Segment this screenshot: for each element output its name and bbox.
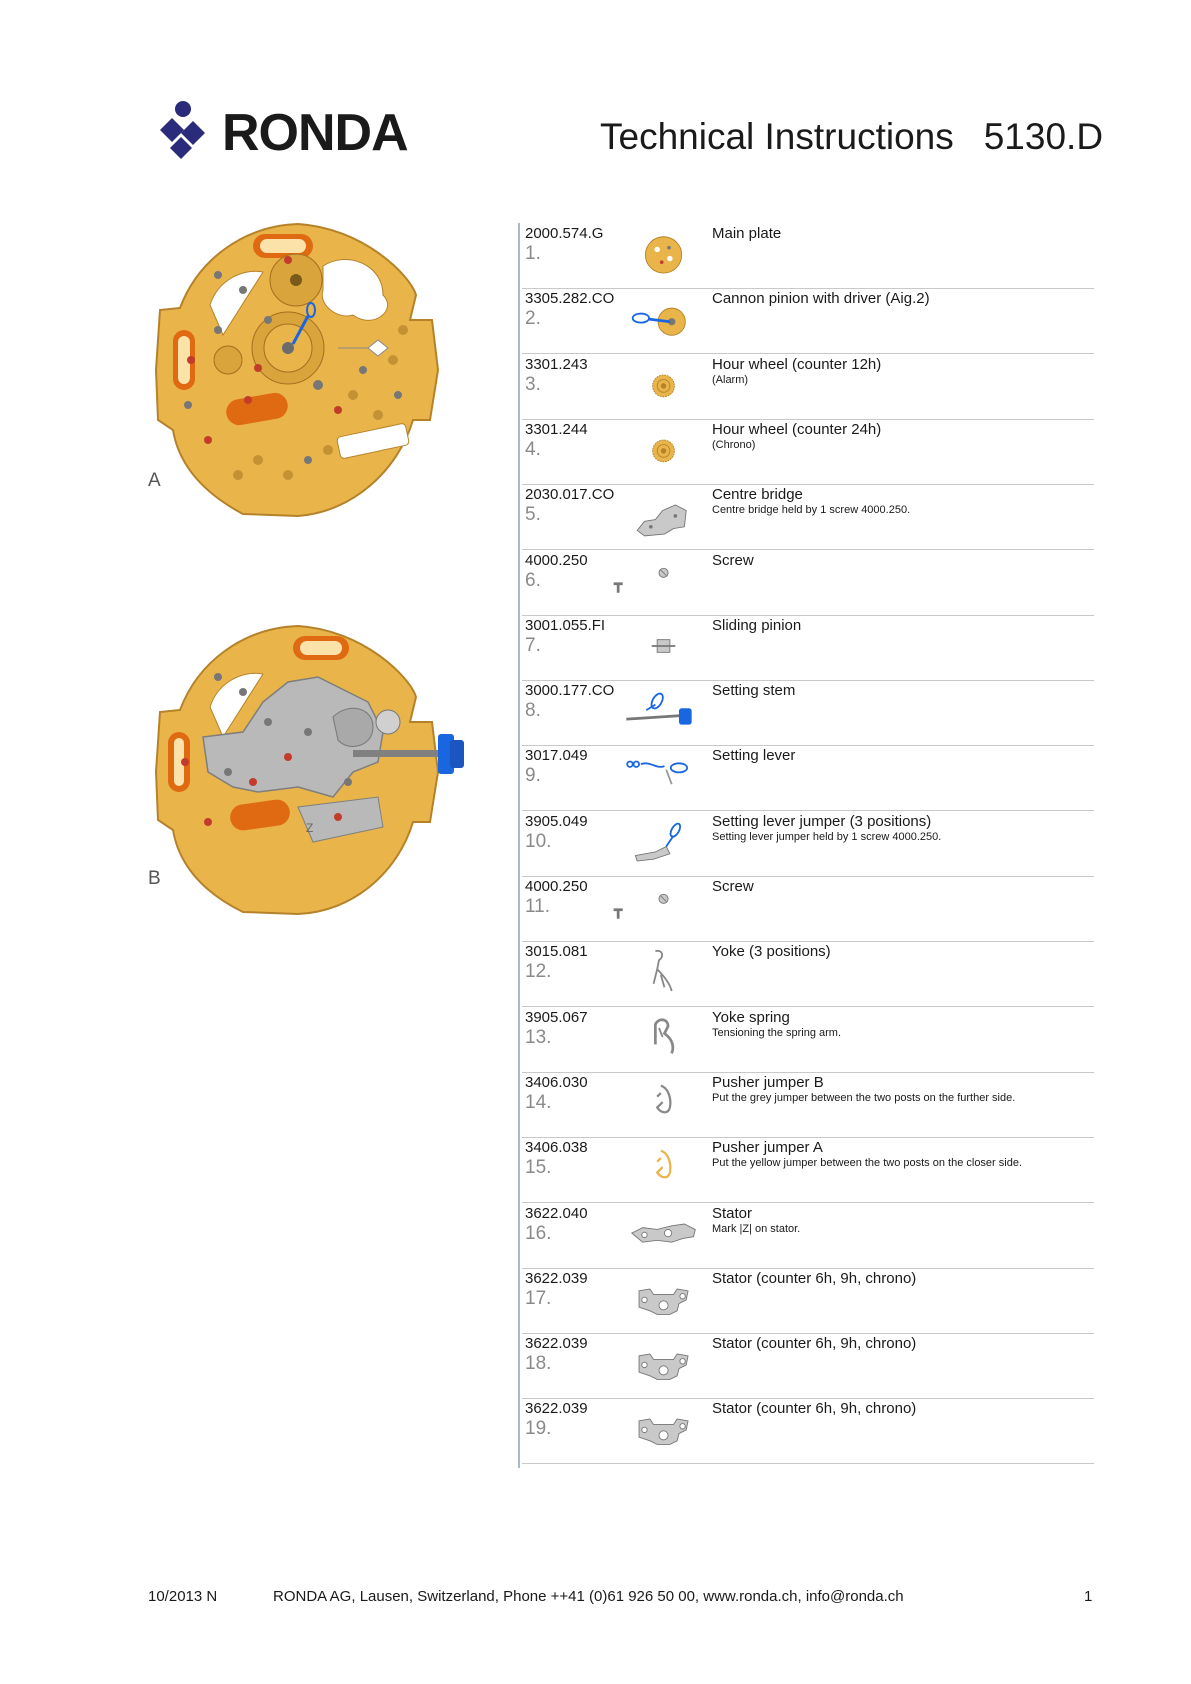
part-name: Centre bridge	[712, 486, 803, 504]
part-number: 18.	[525, 1353, 552, 1375]
part-code: 2000.574.G	[525, 225, 604, 242]
part-note: (Chrono)	[712, 438, 756, 451]
part-note: Tensioning the spring arm.	[712, 1026, 842, 1039]
part-name: Hour wheel (counter 24h)	[712, 420, 882, 438]
part-name: Yoke spring	[712, 1008, 790, 1026]
parts-row	[522, 1268, 1094, 1334]
stator-icon	[610, 1268, 708, 1330]
parts-row	[522, 1333, 1094, 1399]
part-code: 3622.039	[525, 1400, 588, 1418]
part-code: 3622.040	[525, 1204, 588, 1222]
parts-list	[518, 223, 1094, 1468]
diagram-b-label: B	[148, 868, 161, 889]
parts-row	[522, 288, 1094, 354]
parts-row	[522, 811, 1094, 877]
part-code: 3301.244	[525, 420, 588, 438]
part-name: Hour wheel (counter 12h)	[712, 355, 882, 373]
screw-icon	[610, 550, 708, 612]
part-note: Setting lever jumper held by 1 screw 4000.250.	[712, 830, 942, 843]
part-code: 3905.049	[525, 812, 588, 830]
part-code: 4000.250	[525, 878, 588, 895]
part-number: 7.	[525, 634, 541, 656]
part-name: Screw	[712, 878, 754, 895]
part-number: 10.	[525, 830, 552, 852]
page-title	[600, 116, 1103, 158]
part-number: 8.	[525, 700, 541, 722]
part-code: 3305.282.CO	[525, 290, 615, 308]
part-number: 19.	[525, 1418, 552, 1440]
setting-lever-icon	[610, 745, 708, 807]
pusher-jumper-icon	[610, 1072, 708, 1134]
centre-bridge-icon	[610, 484, 708, 546]
part-number: 1.	[525, 243, 541, 264]
part-number: 9.	[525, 765, 541, 787]
logo-text: RONDA	[222, 104, 408, 162]
parts-row	[522, 223, 1094, 289]
part-name: Stator (counter 6h, 9h, chrono)	[712, 1269, 917, 1287]
yoke-icon	[610, 941, 708, 1003]
part-name: Setting lever	[712, 747, 796, 765]
yoke-spring-icon	[610, 1007, 708, 1069]
lever-jumper-icon	[610, 811, 708, 873]
part-code: 3017.049	[525, 747, 588, 765]
part-name: Setting lever jumper (3 positions)	[712, 812, 932, 830]
parts-row	[522, 876, 1094, 942]
parts-row	[522, 745, 1094, 811]
part-number: 16.	[525, 1222, 552, 1244]
part-code: 4000.250	[525, 551, 588, 569]
pusher-jumper-icon	[610, 1137, 708, 1199]
part-name: Pusher jumper B	[712, 1073, 824, 1091]
part-code: 3301.243	[525, 355, 588, 373]
parts-row	[522, 354, 1094, 420]
part-number: 15.	[525, 1157, 552, 1179]
cannon-pinion-icon	[610, 288, 708, 350]
part-code: 3406.030	[525, 1073, 588, 1091]
title-text: Technical Instructions	[600, 116, 954, 157]
diagram-a-label: A	[148, 470, 161, 491]
ronda-diamond-logo-icon	[148, 100, 214, 166]
part-number: 3.	[525, 373, 541, 395]
part-note: Put the yellow jumper between the two posts on the closer side.	[712, 1157, 1023, 1170]
hour-wheel-icon	[610, 354, 708, 416]
part-code: 3015.081	[525, 943, 588, 961]
part-note: (Alarm)	[712, 373, 749, 386]
part-code: 3000.177.CO	[525, 682, 615, 700]
movement-diagram-a	[148, 220, 448, 520]
part-name: Screw	[712, 551, 754, 569]
part-number: 12.	[525, 961, 552, 983]
parts-row	[522, 1072, 1094, 1138]
footer-date: 10/2013 N	[148, 1588, 218, 1605]
part-number: 13.	[525, 1026, 552, 1048]
part-number: 17.	[525, 1287, 552, 1309]
part-number: 4.	[525, 438, 541, 460]
parts-row	[522, 1398, 1094, 1464]
screw-icon	[610, 876, 708, 938]
parts-row	[522, 1007, 1094, 1073]
part-number: 5.	[525, 504, 541, 526]
stator-icon	[610, 1333, 708, 1395]
part-note: Centre bridge held by 1 screw 4000.250.	[712, 504, 911, 517]
parts-row	[522, 680, 1094, 746]
movement-diagram-b	[148, 622, 508, 917]
hour-wheel-icon	[610, 419, 708, 481]
part-name: Pusher jumper A	[712, 1139, 823, 1157]
part-name: Yoke (3 positions)	[712, 943, 831, 961]
svg-text:Z: Z	[306, 821, 314, 835]
part-number: 14.	[525, 1091, 552, 1113]
part-code: 3622.039	[525, 1269, 588, 1287]
part-code: 3406.038	[525, 1139, 588, 1157]
parts-row	[522, 484, 1094, 550]
ronda-logo	[148, 100, 428, 166]
part-code: 3001.055.FI	[525, 616, 606, 634]
part-name: Stator (counter 6h, 9h, chrono)	[712, 1400, 917, 1418]
part-name: Setting stem	[712, 682, 796, 700]
parts-row	[522, 550, 1094, 616]
stator-icon	[610, 1398, 708, 1460]
main-plate-icon	[610, 223, 708, 285]
setting-stem-icon	[610, 680, 708, 742]
part-number: 2.	[525, 308, 541, 330]
part-note: Put the grey jumper between the two posts on the further side.	[712, 1091, 1016, 1104]
part-code: 2030.017.CO	[525, 486, 615, 504]
part-name: Stator (counter 6h, 9h, chrono)	[712, 1335, 917, 1353]
part-name: Main plate	[712, 225, 782, 242]
footer-page-number: 1	[1084, 1588, 1093, 1605]
part-code: 3622.039	[525, 1335, 588, 1353]
parts-row	[522, 419, 1094, 485]
part-number: 6.	[525, 569, 541, 591]
sliding-pinion-icon	[610, 615, 708, 677]
parts-row	[522, 615, 1094, 681]
stator-icon	[610, 1203, 708, 1265]
part-note: Mark |Z| on stator.	[712, 1222, 801, 1235]
parts-row	[522, 1203, 1094, 1269]
parts-row	[522, 1137, 1094, 1203]
parts-row	[522, 941, 1094, 1007]
part-code: 3905.067	[525, 1008, 588, 1026]
part-number: 11.	[525, 896, 551, 917]
part-name: Cannon pinion with driver (Aig.2)	[712, 290, 930, 308]
model-code: 5130.D	[983, 116, 1104, 157]
part-name: Stator	[712, 1204, 753, 1222]
part-name: Sliding pinion	[712, 616, 802, 634]
footer-company: RONDA AG, Lausen, Switzerland, Phone ++41 (0)61 926 50 00, www.ronda.ch, info@ronda.ch	[273, 1588, 904, 1605]
